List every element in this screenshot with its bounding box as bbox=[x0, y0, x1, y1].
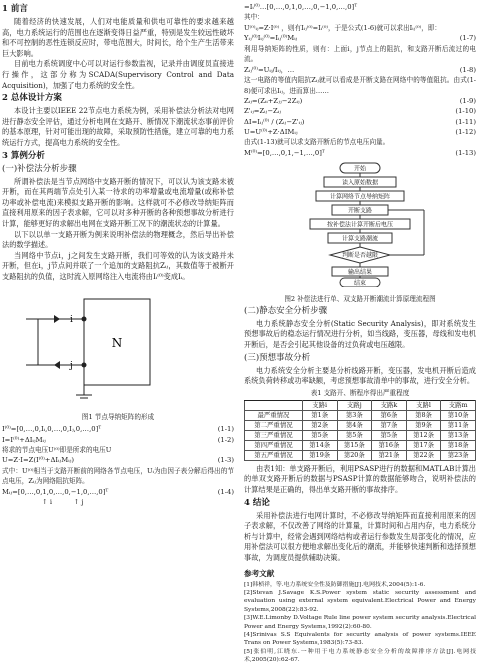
table-cell: 第15条 bbox=[337, 440, 372, 450]
equation-1-2-number: (1-2) bbox=[217, 435, 234, 444]
table-cell: 第17条 bbox=[406, 440, 441, 450]
equation-1-10-number: (1-10) bbox=[455, 107, 476, 116]
equation-1-3-body: U=Z·I=Z(I⁽⁰⁾+ΔIᵢⱼMᵢⱼ) bbox=[2, 456, 75, 465]
equation-top-1: =Iᵢ⁽⁰⁾…[0,…,0,1,0,…,0,−1,0,…,0]ᵀ bbox=[244, 3, 358, 11]
left-column bbox=[2, 2, 234, 507]
node-j-label: j bbox=[70, 361, 73, 372]
equation-1-8-body: Zᵢⱼ⁽⁰⁾=Uᵢⱼ/Iᵢⱼ，… bbox=[244, 65, 295, 74]
node-i-label: i bbox=[70, 315, 73, 326]
equation-1-13-body: M⁽⁰⁾=[0,…,0,1,−1,…,0]ᵀ bbox=[244, 148, 325, 157]
equation-1-9-number: (1-9) bbox=[459, 97, 476, 106]
equation-1-4-body: Mᵢⱼ=[0,…,0,1,0,…,0,−1,0,…,0]ᵀ bbox=[2, 487, 109, 496]
equation-1-12-number: (1-12) bbox=[455, 127, 476, 136]
table-cell: 第三严重情况 bbox=[245, 430, 303, 440]
top-text-1: 其中： bbox=[244, 13, 264, 22]
equation-1-2-body: I=I⁽⁰⁾+ΔIᵢⱼMᵢⱼ bbox=[2, 435, 46, 444]
equation-text-b: 式中：U⁽⁰⁾相当于支路开断前的网络各节点电压，Uᵢ为由因子表分解后得出的节点电压，Zᵢⱼ为网络阻抗矩阵。 bbox=[2, 466, 234, 486]
equation-1-13-number: (1-13) bbox=[455, 148, 476, 157]
table-1 bbox=[244, 400, 476, 461]
table-cell: 第3条 bbox=[337, 410, 372, 420]
equation-1-3 bbox=[2, 455, 234, 465]
table-header-row bbox=[245, 400, 476, 410]
figure-1-caption: 图1 节点导纳矩阵的形成 bbox=[81, 413, 155, 422]
equation-1-4 bbox=[2, 487, 234, 497]
equation-1-9 bbox=[244, 96, 476, 106]
equation-1-4-number: (1-4) bbox=[217, 487, 234, 496]
table-cell: 第9条 bbox=[406, 420, 441, 430]
reference-item: [5]张伯明,江晓东.一种用于电力系统静态安全分析的故障排序方法[J].电网技术,2005(20):62-67. bbox=[244, 648, 476, 664]
section-3-heading: 3 算例分析 bbox=[2, 150, 45, 161]
equation-1-8 bbox=[244, 65, 476, 75]
equation-1-12-body: U=U⁽⁰⁾+Z·ΔIMᵢⱼ bbox=[244, 127, 298, 136]
current-j-arrow bbox=[54, 361, 60, 369]
reference-item: [3]W.E.Limonby D.Voltage Rule line power system security analysis.Electrical Power and Energy Systems,1992(2):60-80. bbox=[244, 615, 476, 630]
section-4-paragraph: 采用补偿法进行电网计算时，不必修改导纳矩阵而直接利用原来的因子表求解，不仅改善了网络的计算量，计算时间和占用内存，电力系统分析与计算中，经常会遇到网络结构或者运行参数发生局部变化的情况，应用补偿法可以很方便地求解出变化后的潮流，并能够快速判断和选择预想事故，为调度员提供辅助决策。 bbox=[244, 510, 476, 562]
table-cell: 第19条 bbox=[302, 450, 337, 460]
table-cell: 第18条 bbox=[441, 440, 476, 450]
table-header-cell: 支路k bbox=[372, 400, 407, 410]
table-row bbox=[245, 440, 476, 450]
equation-1-11-number: (1-11) bbox=[455, 117, 476, 126]
equation-1-1-number: (1-1) bbox=[217, 425, 234, 434]
section-3-1-paragraph-3: 当网络中节点i，j之间发生支路开断，我们可等效的认为该支路并未开断，但在i，j节点间并联了一个追加的支路阻抗Zᵢⱼ，其数值等于被断开支路阻抗的负值，这时流入原网络注入电流将由Iᵢ⁽⁰⁾变成Iᵢ。 bbox=[2, 250, 234, 281]
table-cell: 第22条 bbox=[406, 450, 441, 460]
equation-1-9-body: Zᵢⱼ=(Zᵢᵢ+Zⱼⱼ−2Zᵢⱼ) bbox=[244, 97, 303, 106]
equation-1-7 bbox=[244, 33, 476, 43]
figure-2-flowchart bbox=[244, 161, 476, 287]
table-cell: 第5条 bbox=[302, 430, 337, 440]
reference-item: [4]Srinivas S.S Equivalents for security analysis of power systems.IEEE Trans on Power Systems,1983(5):73-83. bbox=[244, 631, 476, 647]
table-cell: 第10条 bbox=[441, 410, 476, 420]
table-row bbox=[245, 430, 476, 440]
equation-1-11 bbox=[244, 117, 476, 127]
section-3-3-paragraph: 电力系统安全分析主要是分析线路开断，变压器，发电机开断后造成系统负荷转移或功率缺额，考虑预想事故清单中的事故，进行安全分析。 bbox=[244, 365, 476, 386]
table-cell: 最严重情况 bbox=[245, 410, 303, 420]
table-cell: 第6条 bbox=[372, 410, 407, 420]
section-3-1-paragraph-2: 以下以以单一支路开断为例来说明补偿法的物理概念，然后导出补偿法的数学描述。 bbox=[2, 229, 234, 250]
equation-1-2 bbox=[2, 435, 234, 445]
section-2-heading: 2 总体设计方案 bbox=[2, 93, 62, 104]
figure-2-caption: 图2 补偿法进行单、双支路开断潮流计算原理流程图 bbox=[284, 294, 436, 303]
table-cell: 第五严重情况 bbox=[245, 450, 303, 460]
figure-1-network-diagram bbox=[2, 285, 234, 405]
section-3-2-paragraph: 电力系统静态安全分析(Static Security Analysis)，即对系统发生预想事故后的稳态运行情况进行分析，如当线路，变压器，母线和发电机开断后，是否会引起其他设备的过负荷或电压越限。 bbox=[244, 318, 476, 349]
table-1-caption: 表1 支路开、断程序得出严重程度 bbox=[310, 388, 410, 397]
equation-1-3-number: (1-3) bbox=[217, 456, 234, 465]
table-cell: 第5条 bbox=[372, 430, 407, 440]
flow-step-3-label: 开断支路 bbox=[347, 207, 373, 215]
table-cell: 第1条 bbox=[302, 410, 337, 420]
table-row bbox=[245, 410, 476, 420]
top-text-3: 这一电路的等值内阻抗Zᵢⱼ就可以看成是开断支路在网络中的等值阻抗。由式(1-8)便可求出Iᵢⱼ，进而算出…… bbox=[244, 75, 476, 95]
table-row bbox=[245, 420, 476, 430]
equation-1-11-body: ΔI=Iᵢⱼ⁽⁰⁾ / (Zᵢⱼ−Z'ᵢⱼ) bbox=[244, 117, 305, 126]
network-label: N bbox=[111, 336, 123, 351]
section-2-paragraph: 本设计主要以IEEE 22节点电力系统为例，采用补偿法分析法对电网进行静态安全评估，通过分析电网在支路开、断情况下潮流状态事前评价的基本原理，针对可能出现的故障，采取预防性措施，建立可靠的电力系统运行方式，提高电力系统的安全性。 bbox=[2, 106, 234, 147]
section-4-heading: 4 结论 bbox=[244, 497, 270, 508]
section-3-1-heading: (一)补偿法分析步骤 bbox=[2, 163, 77, 174]
flow-start-label: 开始 bbox=[353, 165, 367, 173]
table-cell: 第14条 bbox=[302, 440, 337, 450]
flow-step-1-label: 读入原始数据 bbox=[341, 179, 379, 187]
table-cell: 第13条 bbox=[441, 430, 476, 440]
table-cell: 第4条 bbox=[337, 420, 372, 430]
table-cell: 第5条 bbox=[337, 430, 372, 440]
table-header-cell: 支路i bbox=[302, 400, 337, 410]
table-cell: 第7条 bbox=[372, 420, 407, 430]
equation-1-10 bbox=[244, 106, 476, 116]
table-cell: 第21条 bbox=[372, 450, 407, 460]
equation-1-1 bbox=[2, 424, 234, 434]
equation-1-7-body: Yᵢⱼ⁽⁰⁾Iᵢⱼ⁽⁰⁾=Iᵢⱼ⁽⁰⁾Mᵢⱼ bbox=[244, 34, 298, 43]
flow-step-4-label: 按补偿法计算开断后电压 bbox=[326, 221, 394, 229]
equation-1-4-markers: ↑ i ↑ j bbox=[42, 498, 84, 507]
right-column bbox=[244, 2, 476, 665]
reference-item: [2]Stevan J.Savage K.S.Power system static security assessment and evaluation using external system equivalent.Electrical Power and Energy Systems,2008(22):83-92. bbox=[244, 589, 476, 613]
table-cell: 第16条 bbox=[372, 440, 407, 450]
table-header-cell: 支路m bbox=[441, 400, 476, 410]
flow-end-label: 结束 bbox=[353, 279, 367, 287]
table-cell: 第2条 bbox=[302, 420, 337, 430]
section-3-3-paragraph-2: 由表1知：单支路开断后，利用PSASP进行的数据和MATLAB计算出的单双支路开断后的数据与PSASP计算的数据能够吻合，说明补偿法的计算结果是正确的，得出单支路开断的事故排序。 bbox=[244, 463, 476, 494]
table-row bbox=[245, 450, 476, 460]
table-cell: 第二严重情况 bbox=[245, 420, 303, 430]
table-cell: 第23条 bbox=[441, 450, 476, 460]
equation-1-12 bbox=[244, 127, 476, 137]
reference-item: [1]韩桢祥，等.电力系统安全性及防御措施[J].电网技术,2004(5):1-6. bbox=[244, 581, 426, 588]
equation-1-1-body: I⁽⁰⁾=[0,…,0,Iᵢ,0,…,0,Iⱼ,0,…,0]ᵀ bbox=[2, 425, 102, 434]
table-cell: 第四严重情况 bbox=[245, 440, 303, 450]
top-text-2: 利用导纳矩阵的性质，则有：上面i，j节点上的阻抗，和支路开断后流过的电流。 bbox=[244, 44, 476, 64]
intro-paragraph-2: 目前电力系统调度中心可以对运行参数监视，记录并由调度员直接进行操作，这部分称为SCADA(Supervisory Control and Data Acquisition)，加强了电力系统的安全性。 bbox=[2, 59, 234, 90]
equation-text-a: 将求的节点电压U⁽⁰⁾即是所求的电压U bbox=[2, 445, 112, 454]
flow-step-5-label: 计算支路潮流 bbox=[341, 235, 379, 243]
table-header-cell bbox=[245, 400, 303, 410]
flow-step-2-label: 计算网络节点导纳矩阵 bbox=[329, 193, 391, 201]
section-3-3-heading: (三)预想事故分析 bbox=[244, 352, 311, 363]
references-title: 参考文献 bbox=[244, 568, 275, 578]
flow-step-7-label: 输出结果 bbox=[347, 268, 373, 276]
equation-1-13 bbox=[244, 148, 476, 158]
top-equation-2: U⁽⁰⁾ᵢⱼ=Z·I⁽⁰⁾ ，则有Iᵢⱼ⁽⁰⁾=Iᵢ⁽⁰⁾，于是公式(1-6)就可以求出Iᵢⱼ⁽⁰⁾，即： bbox=[244, 23, 442, 32]
intro-paragraph-1: 随着经济的快速发展，人们对电能质量和供电可靠性的要求越来越高，电力系统运行的范围也在逐渐变得日益严重，特别是发生较远性破坏和不可控制的恶性连锁反应时，带电范围大，时间长，给个生产生活带来巨大影响。 bbox=[2, 17, 234, 58]
section-3-2-heading: (二)静态安全分析步骤 bbox=[244, 305, 328, 316]
equation-1-7-number: (1-7) bbox=[459, 34, 476, 43]
table-header-cell: 支路l bbox=[406, 400, 441, 410]
table-cell: 第8条 bbox=[406, 410, 441, 420]
table-cell: 第20条 bbox=[337, 450, 372, 460]
equation-1-10-body: Z'ᵢⱼ=Zᵢⱼ−Zᵢⱼ bbox=[244, 107, 281, 116]
table-cell: 第11条 bbox=[441, 420, 476, 430]
flow-step-6-label: 判断是否越限 bbox=[341, 251, 379, 259]
top-text-4: 由式(1-13)就可以求支路开断后的节点电压向量。 bbox=[244, 137, 390, 146]
current-i-arrow bbox=[54, 315, 60, 323]
table-cell: 第12条 bbox=[406, 430, 441, 440]
intro-heading: 1 前言 bbox=[2, 4, 28, 14]
table-header-cell: 支路j bbox=[337, 400, 372, 410]
equation-1-8-number: (1-8) bbox=[459, 65, 476, 74]
section-3-1-paragraph-1: 所谓补偿法是当节点网络中支路开断的情况下，可以认为该支路未被开断，而在其两端节点处引入某一待求的功率增量或电流增量(或称补偿功率或补偿电流)来模拟支路开断的影响。这样就可不必修改导纳矩阵而直接利用原来的因子表求解，它可以对多种开断的各种预想事故分析进行计算，能够更好的求解出电网在支路开断工况下的潮流状态的计算量。 bbox=[2, 176, 234, 228]
